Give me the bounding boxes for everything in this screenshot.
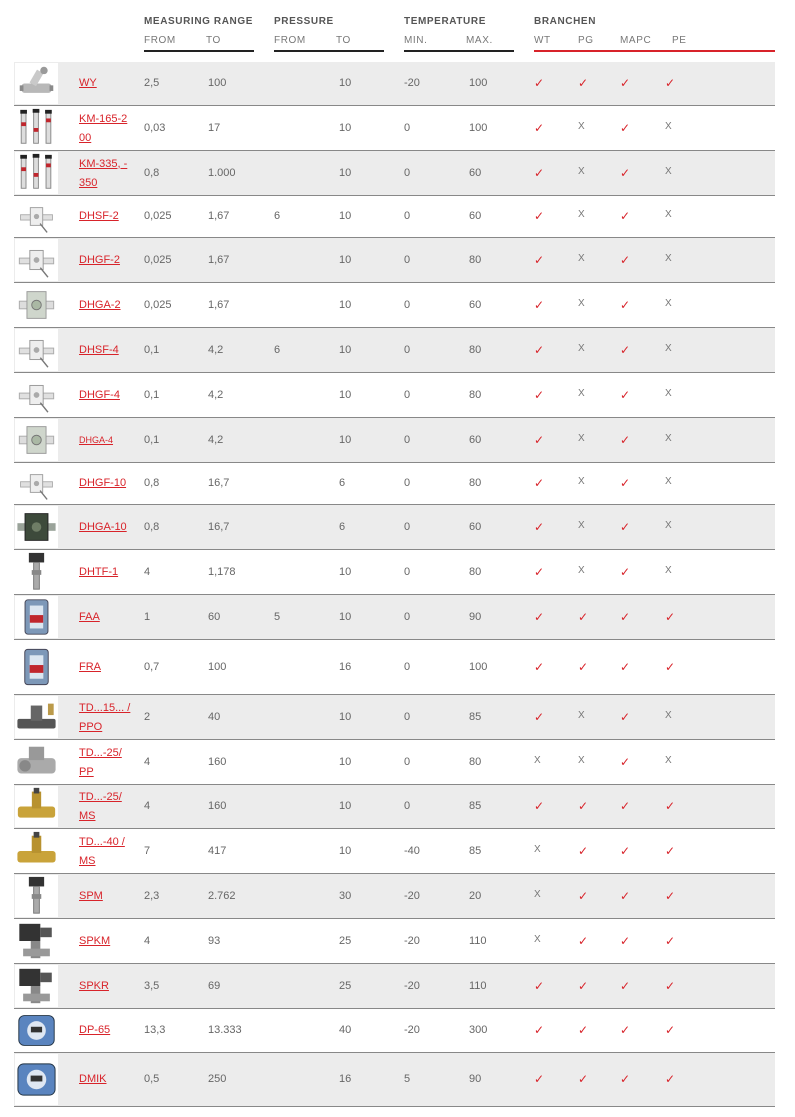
cell-t-min: 0 bbox=[404, 477, 411, 489]
cross-icon-wt: X bbox=[534, 888, 541, 900]
product-link[interactable]: DHTF-1 bbox=[79, 565, 119, 578]
check-icon-wt: ✓ bbox=[534, 659, 545, 674]
meter-blue-icon bbox=[15, 1010, 58, 1051]
cross-icon-pe: X bbox=[665, 564, 672, 576]
cell-t-min: 0 bbox=[404, 388, 411, 401]
cell-mr-to: 60 bbox=[208, 610, 221, 623]
header-underline-branchen bbox=[534, 50, 775, 52]
cell-mr-to: 1.000 bbox=[208, 166, 236, 179]
header-p-from: FROM bbox=[274, 35, 306, 46]
cell-p-to: 10 bbox=[339, 343, 352, 356]
cell-t-min: 0 bbox=[404, 800, 411, 812]
header-underline-measuring bbox=[144, 50, 254, 52]
check-icon-wt: ✓ bbox=[534, 342, 545, 357]
header-underline-temperature bbox=[404, 50, 514, 52]
check-icon-pg: ✓ bbox=[578, 933, 589, 948]
product-link[interactable]: DHGF-2 bbox=[79, 253, 120, 266]
table-row bbox=[14, 595, 775, 640]
cell-p-to: 10 bbox=[339, 77, 352, 89]
cell-t-max: 90 bbox=[469, 610, 482, 623]
check-icon-mapc: ✓ bbox=[620, 978, 631, 993]
table-row bbox=[14, 695, 775, 740]
header-mapc: MAPC bbox=[620, 35, 652, 46]
product-link[interactable]: DP-65 bbox=[79, 1024, 111, 1036]
table-row bbox=[14, 640, 775, 695]
cell-p-to: 10 bbox=[339, 388, 352, 401]
cell-t-max: 80 bbox=[469, 755, 482, 768]
cell-t-min: 0 bbox=[404, 210, 411, 222]
table-row bbox=[14, 151, 775, 196]
valve-icon bbox=[15, 63, 58, 104]
cell-p-to: 10 bbox=[339, 298, 352, 311]
cell-p-to: 16 bbox=[339, 660, 352, 673]
check-icon-wt: ✓ bbox=[534, 519, 545, 534]
check-icon-pe: ✓ bbox=[665, 609, 676, 624]
cell-t-min: 0 bbox=[404, 298, 411, 311]
cross-icon-pg: X bbox=[578, 519, 585, 531]
check-icon-mapc: ✓ bbox=[620, 843, 631, 858]
check-icon-pe: ✓ bbox=[665, 933, 676, 948]
cell-t-min: 0 bbox=[404, 610, 411, 623]
cell-mr-to: 1,178 bbox=[208, 565, 236, 578]
cell-t-min: -20 bbox=[404, 979, 420, 992]
check-icon-mapc: ✓ bbox=[620, 659, 631, 674]
cell-t-max: 60 bbox=[469, 210, 482, 222]
cell-t-min: 0 bbox=[404, 710, 411, 723]
cell-mr-to: 2.762 bbox=[208, 889, 236, 902]
check-icon-mapc: ✓ bbox=[620, 209, 631, 223]
table-row bbox=[14, 328, 775, 373]
cell-p-to: 6 bbox=[339, 477, 346, 489]
check-icon-wt: ✓ bbox=[534, 799, 545, 813]
cell-mr-from: 0,025 bbox=[144, 298, 172, 311]
cell-p-to: 40 bbox=[339, 1024, 352, 1036]
cell-t-max: 80 bbox=[469, 477, 482, 489]
cell-mr-to: 250 bbox=[208, 1073, 227, 1085]
switch-icon bbox=[15, 920, 58, 962]
cell-mr-from: 1 bbox=[144, 610, 151, 623]
table-row bbox=[14, 919, 775, 964]
table-row bbox=[14, 874, 775, 919]
cross-icon-wt: X bbox=[534, 754, 541, 766]
sensor-icon bbox=[15, 239, 58, 281]
product-link[interactable]: TD...-25/ MS bbox=[79, 791, 122, 822]
check-icon-wt: ✓ bbox=[534, 209, 545, 223]
cell-t-min: 0 bbox=[404, 660, 411, 673]
cell-mr-to: 4,2 bbox=[208, 433, 224, 446]
cell-mr-from: 0,025 bbox=[144, 253, 172, 266]
check-icon-mapc: ✓ bbox=[620, 609, 631, 624]
product-link[interactable]: SPM bbox=[79, 889, 103, 902]
cell-t-max: 100 bbox=[469, 77, 488, 89]
cell-p-to: 10 bbox=[339, 710, 352, 723]
product-link[interactable]: TD...15... /PPO bbox=[79, 701, 131, 733]
check-icon-wt: ✓ bbox=[534, 1023, 545, 1037]
cell-mr-from: 0,8 bbox=[144, 477, 160, 489]
cross-icon-pe: X bbox=[665, 252, 672, 264]
cell-t-min: 0 bbox=[404, 166, 411, 179]
header-t-max: MAX. bbox=[466, 35, 493, 46]
header-pe: PE bbox=[672, 35, 687, 46]
cross-icon-pg: X bbox=[578, 252, 585, 264]
cell-p-to: 10 bbox=[339, 433, 352, 446]
cell-mr-to: 16,7 bbox=[208, 520, 230, 533]
cell-p-to: 10 bbox=[339, 166, 352, 179]
header-t-min: MIN. bbox=[404, 35, 428, 46]
cell-mr-to: 100 bbox=[208, 77, 227, 89]
cell-t-min: 5 bbox=[404, 1073, 411, 1085]
cross-icon-pg: X bbox=[578, 564, 585, 576]
cell-t-min: 0 bbox=[404, 343, 411, 356]
check-icon-mapc: ✓ bbox=[620, 476, 631, 490]
cross-icon-pe: X bbox=[665, 709, 672, 721]
sensor-icon bbox=[15, 374, 58, 416]
check-icon-mapc: ✓ bbox=[620, 76, 631, 90]
turbine-grey-icon bbox=[15, 741, 58, 783]
check-icon-pg: ✓ bbox=[578, 76, 589, 90]
check-icon-wt: ✓ bbox=[534, 476, 545, 490]
cell-t-min: -40 bbox=[404, 844, 420, 857]
cell-mr-to: 16,7 bbox=[208, 477, 230, 489]
cross-icon-pg: X bbox=[578, 387, 585, 399]
cell-t-max: 100 bbox=[469, 660, 488, 673]
cell-p-from: 5 bbox=[274, 610, 281, 623]
cross-icon-pg: X bbox=[578, 165, 585, 177]
check-icon-wt: ✓ bbox=[534, 387, 545, 402]
check-icon-pe: ✓ bbox=[665, 1023, 676, 1037]
probe-icon bbox=[15, 551, 58, 593]
cross-icon-pe: X bbox=[665, 754, 672, 766]
header-mr-from: FROM bbox=[144, 35, 176, 46]
cross-icon-pg: X bbox=[578, 297, 585, 309]
check-icon-mapc: ✓ bbox=[620, 1023, 631, 1037]
check-icon-wt: ✓ bbox=[534, 978, 545, 993]
check-icon-pg: ✓ bbox=[578, 1023, 589, 1037]
cross-icon-pe: X bbox=[665, 120, 672, 132]
cell-mr-to: 69 bbox=[208, 979, 221, 992]
cell-mr-from: 4 bbox=[144, 565, 151, 578]
check-icon-mapc: ✓ bbox=[620, 799, 631, 813]
cell-mr-from: 3,5 bbox=[144, 979, 160, 992]
cell-mr-to: 160 bbox=[208, 800, 227, 812]
cell-mr-from: 7 bbox=[144, 844, 151, 857]
cell-t-max: 80 bbox=[469, 343, 482, 356]
switch-icon bbox=[15, 965, 58, 1007]
check-icon-mapc: ✓ bbox=[620, 432, 631, 447]
check-icon-wt: ✓ bbox=[534, 1072, 545, 1086]
cell-p-to: 10 bbox=[339, 121, 352, 134]
header-pg: PG bbox=[578, 35, 594, 46]
cell-mr-to: 417 bbox=[208, 844, 227, 857]
cell-t-min: 0 bbox=[404, 121, 411, 134]
product-link[interactable]: DMIK bbox=[79, 1073, 107, 1085]
flowmeter-tubes-icon bbox=[15, 152, 58, 194]
check-icon-wt: ✓ bbox=[534, 120, 545, 135]
check-icon-mapc: ✓ bbox=[620, 933, 631, 948]
check-icon-mapc: ✓ bbox=[620, 564, 631, 579]
table-row bbox=[14, 238, 775, 283]
table-row bbox=[14, 964, 775, 1009]
table-row bbox=[14, 785, 775, 829]
header-wt: WT bbox=[534, 35, 551, 46]
cell-mr-from: 2 bbox=[144, 710, 151, 723]
cell-mr-from: 0,8 bbox=[144, 166, 160, 179]
cell-t-min: 0 bbox=[404, 520, 411, 533]
cell-mr-to: 13.333 bbox=[208, 1024, 242, 1036]
cross-icon-pg: X bbox=[578, 709, 585, 721]
cell-mr-to: 40 bbox=[208, 710, 221, 723]
cell-mr-to: 4,2 bbox=[208, 343, 224, 356]
check-icon-wt: ✓ bbox=[534, 76, 545, 90]
header-measuring-range: MEASURING RANGE bbox=[144, 16, 254, 27]
product-link[interactable]: SPKM bbox=[79, 934, 111, 947]
cell-p-from: 6 bbox=[274, 343, 281, 356]
check-icon-pg: ✓ bbox=[578, 843, 589, 858]
cell-mr-from: 2,3 bbox=[144, 889, 160, 902]
check-icon-pg: ✓ bbox=[578, 1072, 589, 1086]
cell-t-max: 100 bbox=[469, 121, 488, 134]
sensor-box-icon bbox=[15, 284, 58, 326]
check-icon-pe: ✓ bbox=[665, 843, 676, 858]
check-icon-mapc: ✓ bbox=[620, 387, 631, 402]
cell-p-to: 30 bbox=[339, 889, 352, 902]
cell-t-max: 60 bbox=[469, 166, 482, 179]
check-icon-wt: ✓ bbox=[534, 609, 545, 624]
product-link[interactable]: KM-335, -350 bbox=[79, 157, 128, 189]
table-row bbox=[14, 1009, 775, 1053]
cell-mr-from: 4 bbox=[144, 800, 151, 812]
cell-mr-to: 1,67 bbox=[208, 210, 230, 222]
check-icon-pe: ✓ bbox=[665, 76, 676, 90]
header-branchen: BRANCHEN bbox=[534, 16, 597, 27]
check-icon-wt: ✓ bbox=[534, 432, 545, 447]
check-icon-mapc: ✓ bbox=[620, 252, 631, 267]
cell-mr-from: 0,1 bbox=[144, 343, 160, 356]
row-divider bbox=[14, 1106, 775, 1107]
cell-mr-from: 0,03 bbox=[144, 121, 166, 134]
product-link[interactable]: DHGF-10 bbox=[79, 477, 127, 489]
check-icon-pe: ✓ bbox=[665, 799, 676, 813]
cell-mr-from: 0,8 bbox=[144, 520, 160, 533]
sensor-icon bbox=[15, 197, 58, 236]
cell-mr-from: 0,025 bbox=[144, 210, 172, 222]
cell-t-max: 85 bbox=[469, 844, 482, 857]
check-icon-mapc: ✓ bbox=[620, 519, 631, 534]
cell-p-to: 10 bbox=[339, 253, 352, 266]
check-icon-mapc: ✓ bbox=[620, 709, 631, 724]
cross-icon-pe: X bbox=[665, 342, 672, 354]
check-icon-pe: ✓ bbox=[665, 888, 676, 903]
product-link[interactable]: FAA bbox=[79, 610, 100, 623]
cell-mr-to: 100 bbox=[208, 660, 227, 673]
check-icon-mapc: ✓ bbox=[620, 754, 631, 769]
cell-p-from: 6 bbox=[274, 210, 281, 222]
check-icon-pg: ✓ bbox=[578, 659, 589, 674]
check-icon-pg: ✓ bbox=[578, 609, 589, 624]
table-row bbox=[14, 829, 775, 874]
cell-mr-from: 13,3 bbox=[144, 1024, 166, 1036]
product-link[interactable]: TD...-25/ PP bbox=[79, 746, 122, 778]
header-temperature: TEMPERATURE bbox=[404, 16, 486, 27]
meter-blue-icon bbox=[15, 1054, 58, 1105]
cell-t-min: -20 bbox=[404, 77, 420, 89]
check-icon-mapc: ✓ bbox=[620, 888, 631, 903]
cell-mr-from: 0,5 bbox=[144, 1073, 160, 1085]
check-icon-pe: ✓ bbox=[665, 659, 676, 674]
cross-icon-pg: X bbox=[578, 476, 585, 487]
turbine-brass-icon bbox=[15, 786, 58, 827]
cell-mr-from: 4 bbox=[144, 755, 151, 768]
product-link[interactable]: FRA bbox=[79, 660, 101, 673]
cross-icon-pe: X bbox=[665, 432, 672, 444]
cell-p-to: 10 bbox=[339, 610, 352, 623]
cell-t-max: 80 bbox=[469, 388, 482, 401]
table-row bbox=[14, 505, 775, 550]
table-row bbox=[14, 740, 775, 785]
check-icon-mapc: ✓ bbox=[620, 120, 631, 135]
sensor-icon bbox=[15, 464, 58, 503]
cross-icon-pe: X bbox=[665, 519, 672, 531]
header-underline-pressure bbox=[274, 50, 384, 52]
turbine-brass-icon bbox=[15, 830, 58, 872]
cross-icon-pg: X bbox=[578, 209, 585, 220]
check-icon-mapc: ✓ bbox=[620, 165, 631, 180]
cell-t-max: 90 bbox=[469, 1073, 482, 1085]
check-icon-wt: ✓ bbox=[534, 165, 545, 180]
cell-p-to: 10 bbox=[339, 565, 352, 578]
cell-p-to: 16 bbox=[339, 1073, 352, 1085]
check-icon-pe: ✓ bbox=[665, 1072, 676, 1086]
probe-icon bbox=[15, 875, 58, 917]
product-link[interactable]: DHGA-10 bbox=[79, 520, 127, 533]
check-icon-mapc: ✓ bbox=[620, 342, 631, 357]
cell-t-min: 0 bbox=[404, 253, 411, 266]
cell-p-to: 6 bbox=[339, 520, 346, 533]
cross-icon-pg: X bbox=[578, 754, 585, 766]
cell-mr-to: 93 bbox=[208, 934, 221, 947]
cell-t-min: 0 bbox=[404, 433, 411, 446]
cell-mr-to: 4,2 bbox=[208, 388, 224, 401]
check-icon-wt: ✓ bbox=[534, 252, 545, 267]
cell-mr-to: 1,67 bbox=[208, 253, 230, 266]
check-icon-mapc: ✓ bbox=[620, 1072, 631, 1086]
check-icon-pg: ✓ bbox=[578, 888, 589, 903]
check-icon-mapc: ✓ bbox=[620, 297, 631, 312]
cell-t-max: 110 bbox=[469, 979, 487, 992]
cell-t-min: -20 bbox=[404, 1024, 420, 1036]
cell-p-to: 25 bbox=[339, 979, 352, 992]
check-icon-pg: ✓ bbox=[578, 799, 589, 813]
cell-mr-from: 4 bbox=[144, 934, 151, 947]
cell-mr-from: 2,5 bbox=[144, 77, 160, 89]
cell-mr-to: 160 bbox=[208, 755, 227, 768]
cross-icon-pe: X bbox=[665, 297, 672, 309]
cross-icon-pg: X bbox=[578, 432, 585, 444]
cell-t-max: 300 bbox=[469, 1024, 488, 1036]
table-row bbox=[14, 418, 775, 463]
cell-mr-to: 17 bbox=[208, 121, 221, 134]
cell-t-min: -20 bbox=[404, 934, 420, 947]
sensor-box-icon bbox=[15, 419, 58, 461]
table-row bbox=[14, 62, 775, 106]
cell-t-max: 60 bbox=[469, 433, 482, 446]
table-row bbox=[14, 463, 775, 505]
cell-t-max: 60 bbox=[469, 298, 482, 311]
cell-mr-to: 1,67 bbox=[208, 298, 230, 311]
cell-mr-from: 0,7 bbox=[144, 660, 160, 673]
table-row bbox=[14, 1053, 775, 1107]
product-link[interactable]: DHSF-4 bbox=[79, 343, 119, 356]
cell-p-to: 10 bbox=[339, 755, 352, 768]
header-p-to: TO bbox=[336, 35, 351, 46]
cross-icon-pe: X bbox=[665, 387, 672, 399]
check-icon-wt: ✓ bbox=[534, 297, 545, 312]
product-link[interactable]: DHGA-4 bbox=[79, 434, 114, 445]
cell-p-to: 25 bbox=[339, 934, 352, 947]
cell-p-to: 10 bbox=[339, 844, 352, 857]
check-icon-wt: ✓ bbox=[534, 564, 545, 579]
sensor-icon bbox=[15, 329, 58, 371]
cell-t-min: 0 bbox=[404, 755, 411, 768]
flowmeter-tubes-icon bbox=[15, 107, 58, 149]
turbine-icon bbox=[15, 696, 58, 738]
check-icon-pe: ✓ bbox=[665, 978, 676, 993]
cross-icon-wt: X bbox=[534, 843, 541, 855]
header-pressure: PRESSURE bbox=[274, 16, 334, 27]
cell-t-min: 0 bbox=[404, 565, 411, 578]
product-link[interactable]: DHGA-2 bbox=[79, 298, 121, 311]
cell-t-max: 20 bbox=[469, 889, 482, 902]
product-link[interactable]: SPKR bbox=[79, 979, 109, 992]
cross-icon-pg: X bbox=[578, 120, 585, 132]
product-link[interactable]: TD...-40 /MS bbox=[79, 835, 125, 867]
cross-icon-wt: X bbox=[534, 933, 541, 945]
cell-t-max: 85 bbox=[469, 800, 482, 812]
header-mr-to: TO bbox=[206, 35, 221, 46]
product-link[interactable]: DHSF-2 bbox=[79, 210, 119, 222]
sensor-dark-icon bbox=[15, 506, 58, 548]
cell-t-max: 60 bbox=[469, 520, 482, 533]
cell-mr-from: 0,1 bbox=[144, 388, 160, 401]
product-link[interactable]: DHGF-4 bbox=[79, 388, 120, 401]
table-row bbox=[14, 106, 775, 151]
cross-icon-pg: X bbox=[578, 342, 585, 354]
cell-t-max: 80 bbox=[469, 565, 482, 578]
check-icon-wt: ✓ bbox=[534, 709, 545, 724]
table-row bbox=[14, 550, 775, 595]
cell-t-max: 80 bbox=[469, 253, 482, 266]
cell-p-to: 10 bbox=[339, 800, 352, 812]
check-icon-pg: ✓ bbox=[578, 978, 589, 993]
cell-t-min: -20 bbox=[404, 889, 420, 902]
cell-t-max: 85 bbox=[469, 710, 482, 723]
cross-icon-pe: X bbox=[665, 165, 672, 177]
product-link[interactable]: WY bbox=[79, 77, 97, 89]
table-row bbox=[14, 196, 775, 238]
cell-t-max: 110 bbox=[469, 934, 487, 947]
product-link[interactable]: KM-165-200 bbox=[79, 112, 128, 144]
cell-p-to: 10 bbox=[339, 210, 352, 222]
cross-icon-pe: X bbox=[665, 209, 672, 220]
sight-glass-icon bbox=[15, 596, 58, 638]
cross-icon-pe: X bbox=[665, 476, 672, 487]
table-row bbox=[14, 373, 775, 418]
sight-glass-icon bbox=[15, 641, 58, 693]
cell-mr-from: 0,1 bbox=[144, 433, 160, 446]
table-row bbox=[14, 283, 775, 328]
